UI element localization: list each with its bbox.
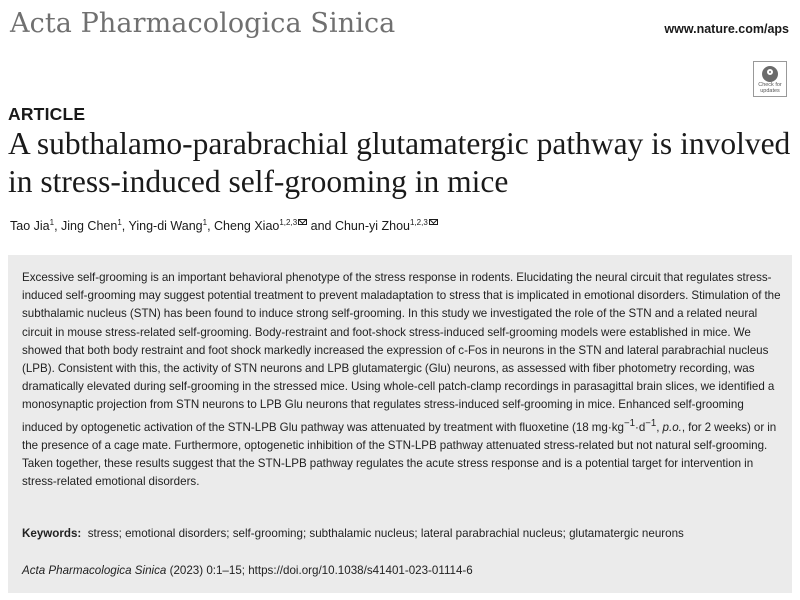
author-name[interactable]: Ying-di Wang xyxy=(128,219,203,233)
author-list xyxy=(10,219,790,233)
mail-icon[interactable] xyxy=(298,219,307,225)
author-and: and xyxy=(307,219,335,233)
author-affiliation: 1,2,3 xyxy=(279,218,298,227)
article-title: A subthalamo-parabrachial glutamatergic pathway is involved in stress-induced self-grooming in mice xyxy=(8,126,791,199)
check-for-updates-icon xyxy=(762,66,778,82)
citation-journal: Acta Pharmacologica Sinica xyxy=(22,564,167,577)
article-type-label: ARTICLE xyxy=(8,104,86,124)
author-affiliation: 1 xyxy=(202,218,208,227)
citation xyxy=(22,564,784,577)
mail-icon[interactable] xyxy=(429,219,438,225)
abstract-box xyxy=(8,255,792,593)
abstract-sup2: −1 xyxy=(645,417,657,429)
author-separator: , xyxy=(54,219,62,233)
journal-site-url[interactable]: www.nature.com/aps xyxy=(664,22,789,36)
author-affiliation: 1,2,3 xyxy=(410,218,428,227)
abstract-part1: Excessive self-grooming is an important behavioral phenotype of the stress response in rodents. Elucidating the neural circuit that regulates stress-induced self-grooming may suggest potential treatment to prevent maladaptation to stress that is implicated in emotional disorders. Stimulation of the subthalamic nucleus (STN) has been found to induce strong self-grooming. In this study we investigated the role of the STN and a related neural circuit in mouse stress-related self-grooming. Body-restraint and foot-shock stress-induced self-grooming models were established in mice. We showed that both body restraint and foot shock markedly increased the expression of c-Fos in neurons in the STN and lateral parabrachial nucleus (LPB). Consistent with this, the activity of STN neurons and LPB glutamatergic (Glu) neurons, as assessed with fiber photometry recording, was dramatically elevated during self-grooming in the stressed mice. Using whole-cell patch-clamp recordings in parasagittal brain slices, we identified a monosynaptic projection from STN neurons to LPB Glu neurons that regulates stress-induced self-grooming in mice. Enhanced self-grooming induced by optogenetic activation of the STN-LPB Glu pathway was attenuated by treatment with fluoxetine (18 mg·kg xyxy=(22,271,781,434)
abstract-italic: p.o. xyxy=(662,420,682,434)
author-affiliation: 1 xyxy=(49,218,55,227)
keywords xyxy=(22,527,784,540)
author-name[interactable]: Chun-yi Zhou xyxy=(334,219,410,233)
author-separator: , xyxy=(121,219,129,233)
check-for-updates-badge[interactable] xyxy=(753,61,787,97)
abstract-part3: , xyxy=(656,420,663,434)
author-name[interactable]: Cheng Xiao xyxy=(214,219,280,233)
author-separator: , xyxy=(207,219,215,233)
abstract-text xyxy=(22,269,784,491)
badge-text-line1: Check for xyxy=(758,82,782,88)
citation-details[interactable]: (2023) 0:1–15; https://doi.org/10.1038/s41401-023-01114-6 xyxy=(166,564,473,577)
author-name[interactable]: Tao Jia xyxy=(10,219,50,233)
keywords-label: Keywords: xyxy=(22,527,82,540)
abstract-part2: ·d xyxy=(634,420,646,434)
badge-text-line2: updates xyxy=(760,87,780,94)
abstract-sup1: −1 xyxy=(623,417,635,429)
journal-name[interactable]: Acta Pharmacologica Sinica xyxy=(10,8,396,39)
check-for-updates-text xyxy=(754,83,786,94)
abstract-part4: , for 2 weeks) or in the presence of a cage mate. Furthermore, optogenetic inhibition of the STN-LPB pathway attenuated stress-related but not natural self-grooming. Taken together, these results suggest that the STN-LPB pathway regulates the acute stress response and is a potential target for intervention in stress-related emotional disorders. xyxy=(22,420,777,489)
author-affiliation: 1 xyxy=(117,218,122,227)
keywords-text: stress; emotional disorders; self-grooming; subthalamic nucleus; lateral parabrachial nucleus; glutamatergic neurons xyxy=(87,527,684,540)
author-name[interactable]: Jing Chen xyxy=(61,219,118,233)
